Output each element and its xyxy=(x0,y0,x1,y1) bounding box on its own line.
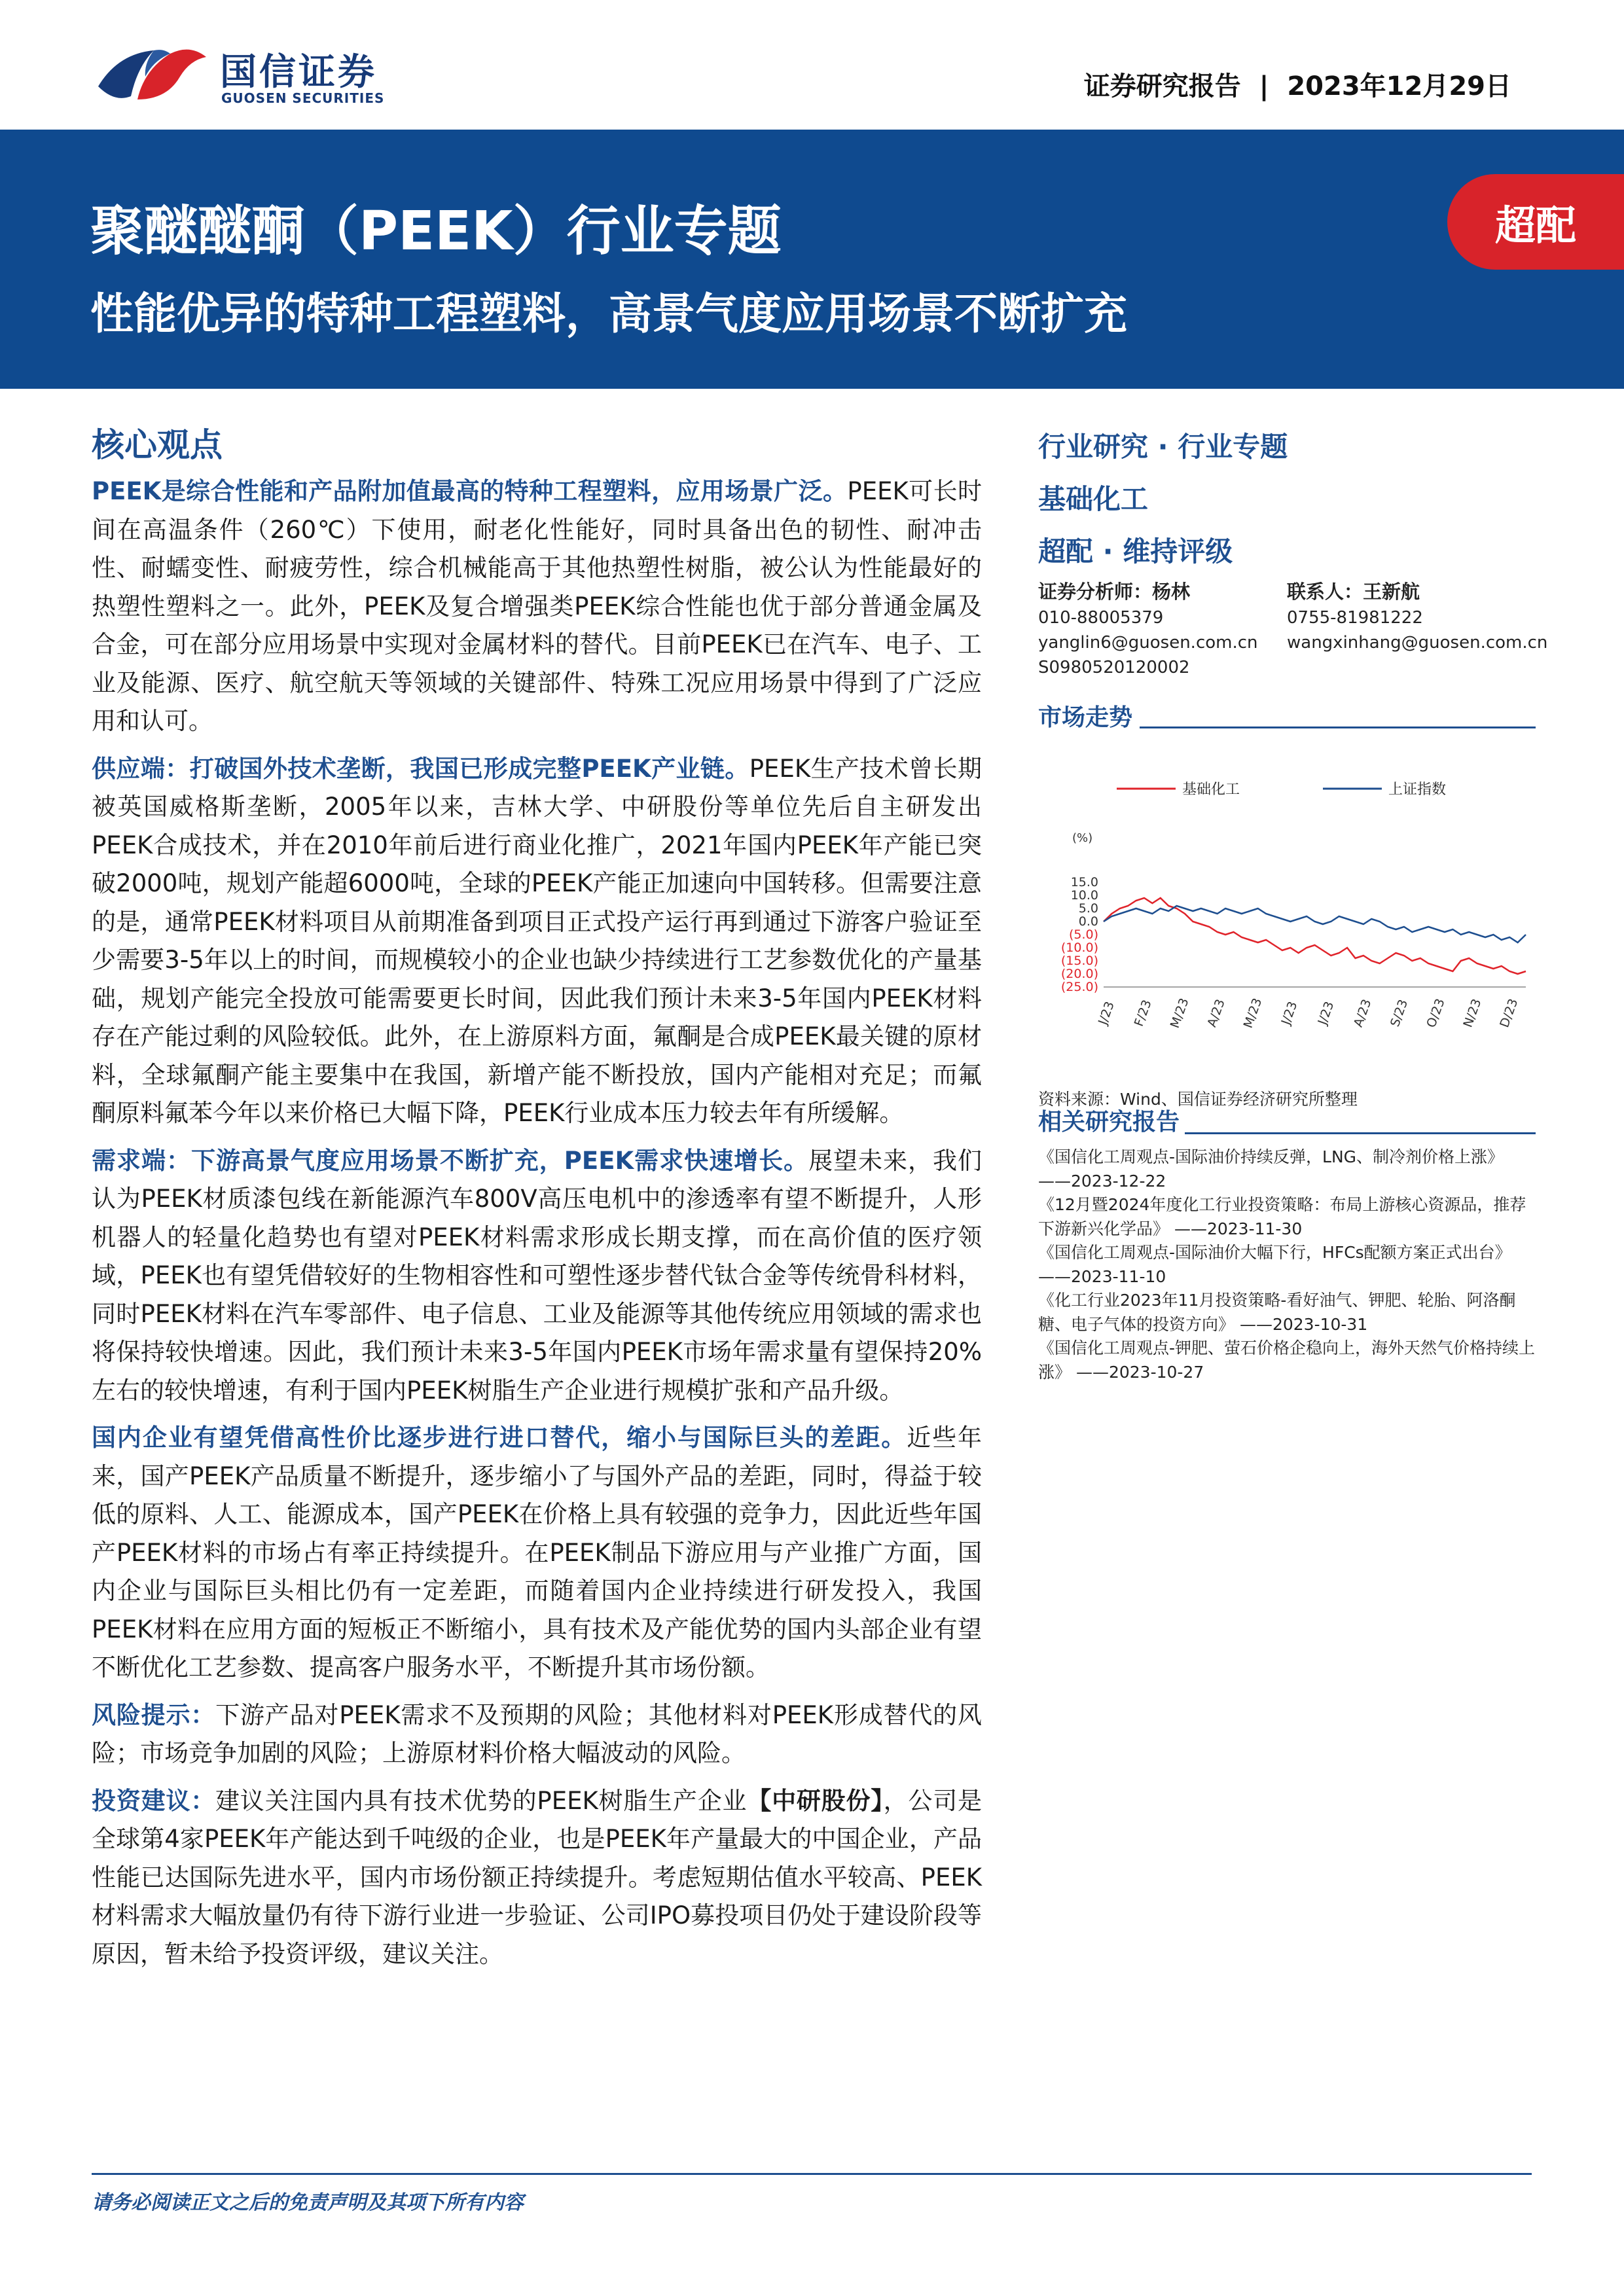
logo-text-cn: 国信证券 xyxy=(220,51,377,94)
report-subtitle: 性能优异的特种工程塑料，高景气度应用场景不断扩充 xyxy=(90,289,1127,339)
related-reports-list xyxy=(1038,1145,1536,1384)
paragraph-lead: 投资建议： xyxy=(92,1786,215,1815)
paragraph-overview xyxy=(92,473,982,741)
analyst-cert: S0980520120002 xyxy=(1038,658,1190,677)
related-report-item[interactable]: 《化工行业2023年11月投资策略-看好油气、钾肥、轮胎、阿洛酮糖、电子气体的投资方向》 ——2023-10-31 xyxy=(1038,1291,1516,1334)
y-axis-unit: (%) xyxy=(1072,831,1093,845)
related-report-item[interactable]: 《国信化工周观点-国际油价大幅下行，HFCs配额方案正式出台》 ——2023-11-10 xyxy=(1038,1243,1511,1286)
x-tick-label: S/23 xyxy=(1388,997,1411,1029)
company-name: 【中研股份】 xyxy=(747,1786,884,1815)
contact-email[interactable]: wangxinhang@guosen.com.cn xyxy=(1287,633,1548,653)
logo-text-en: GUOSEN SECURITIES xyxy=(221,90,385,106)
guosen-logo-icon xyxy=(92,41,209,113)
y-tick-label: 10.0 xyxy=(1070,888,1098,903)
paragraph-body: ，公司是全球第4家PEEK年产能达到千吨级的企业，也是PEEK年产量最大的中国企业，产品性能已达国际先进水平，国内市场份额正持续提升。考虑短期估值水平较高、PEEK材料需求大幅放量仍有待下游行业进一步验证、公司IPO募投项目仍处于建设阶段等原因，暂未给予投资评级，建议关注。 xyxy=(92,1786,983,1968)
paragraph-domestic xyxy=(92,1419,982,1687)
paragraph-lead: 需求端：下游高景气度应用场景不断扩充，PEEK需求快速增长。 xyxy=(92,1146,809,1175)
title-banner xyxy=(0,130,1624,389)
legend-label: 基础化工 xyxy=(1182,781,1240,798)
chart-source: 资料来源：Wind、国信证券经济研究所整理 xyxy=(1038,1090,1358,1109)
x-tick-label: M/23 xyxy=(1240,996,1265,1030)
paragraph-body: PEEK可长时间在高温条件（260℃）下使用，耐老化性能好，同时具备出色的韧性、耐冲击性、耐蠕变性、耐疲劳性，综合机械能高于其他热塑性树脂，被公认为性能最好的热塑性塑料之一。此外，PEEK及复合增强类PEEK综合性能也优于部分普通金属及合金，可在部分应用场景中实现对金属材料的替代。目前PEEK已在汽车、电子、工业及能源、医疗、航空航天等领域的关键部件、特殊工况应用场景中得到了广泛应用和认可。 xyxy=(92,477,982,735)
paragraph-supply xyxy=(92,750,982,1133)
analyst-email[interactable]: yanglin6@guosen.com.cn xyxy=(1038,633,1258,653)
rating-line: 超配 · 维持评级 xyxy=(1038,535,1233,567)
market-trend-chart xyxy=(1038,766,1536,1093)
y-tick-label: 0.0 xyxy=(1078,914,1098,929)
related-reports-heading: 相关研究报告 xyxy=(1038,1109,1180,1136)
sector-name: 基础化工 xyxy=(1038,483,1149,515)
report-title: 聚醚醚酮（PEEK）行业专题 xyxy=(90,200,782,262)
paragraph-body: 展望未来，我们认为PEEK材质漆包线在新能源汽车800V高压电机中的渗透率有望不断提升，人形机器人的轻量化趋势也有望对PEEK材料需求形成长期支撑，而在高价值的医疗领域，PEEK也有望凭借较好的生物相容性和可塑性逐步替代钛合金等传统骨科材料，同时PEEK材料在汽车零部件、电子信息、工业及能源等其他传统应用领域的需求也将保持较快增速。因此，我们预计未来3-5年国内PEEK市场年需求量有望保持20%左右的较快增速，有利于国内PEEK树脂生产企业进行规模扩张和产品升级。 xyxy=(92,1146,982,1405)
header-separator: | xyxy=(1259,71,1269,101)
paragraph-demand xyxy=(92,1142,982,1410)
x-tick-label: F/23 xyxy=(1131,997,1155,1029)
y-tick-label: (10.0) xyxy=(1060,941,1098,955)
core-view-body xyxy=(92,473,982,1982)
y-tick-label: (15.0) xyxy=(1060,954,1098,968)
x-tick-label: A/23 xyxy=(1204,997,1228,1030)
core-view-heading: 核心观点 xyxy=(92,426,223,464)
y-tick-label: (5.0) xyxy=(1068,927,1098,942)
analyst-title: 证券分析师：杨林 xyxy=(1038,581,1191,603)
contact-phone: 0755-81981222 xyxy=(1287,608,1423,628)
x-tick-label: A/23 xyxy=(1350,997,1375,1030)
market-trend-heading: 市场走势 xyxy=(1038,704,1133,731)
contact-info xyxy=(1287,579,1548,655)
rating-badge: 超配 xyxy=(1447,174,1624,270)
paragraph-body: 建议关注国内具有技术优势的PEEK树脂生产企业 xyxy=(215,1786,748,1815)
report-header-info xyxy=(1075,65,1521,103)
series-line xyxy=(1104,906,1526,942)
x-tick-label: O/23 xyxy=(1424,996,1448,1030)
paragraph-lead: 国内企业有望凭借高性价比逐步进行进口替代，缩小与国际巨头的差距。 xyxy=(92,1424,907,1452)
legend-label: 上证指数 xyxy=(1388,781,1447,798)
paragraph-body: PEEK生产技术曾长期被英国威格斯垄断，2005年以来，吉林大学、中研股份等单位先后自主研发出PEEK合成技术，并在2010年前后进行商业化推广，2021年国内PEEK年产能已突破2000吨，规划产能超6000吨，全球的PEEK产能正加速向中国转移。但需要注意的是，通常PEEK材料项目从前期准备到项目正式投产运行再到通过下游客户验证至少需要3-5年以上的时间，而规模较小的企业也缺少持续进行工艺参数优化的产量基础，规划产能完全投放可能需要更长时间，因此我们预计未来3-5年国内PEEK材料存在产能过剩的风险较低。此外，在上游原料方面，氟酮是合成PEEK最关键的原材料，全球氟酮产能主要集中在我国，新增产能不断投放，国内产能相对充足；而氟酮原料氟苯今年以来价格已大幅下降，PEEK行业成本压力较去年有所缓解。 xyxy=(92,754,982,1127)
y-tick-label: (20.0) xyxy=(1060,967,1098,981)
paragraph-lead: PEEK是综合性能和产品附加值最高的特种工程塑料，应用场景广泛。 xyxy=(92,477,848,505)
x-tick-label: N/23 xyxy=(1460,997,1485,1030)
footer-rule xyxy=(92,2173,1532,2175)
analyst-info xyxy=(1038,579,1287,680)
paragraph-lead: 风险提示： xyxy=(92,1700,216,1729)
y-tick-label: 5.0 xyxy=(1078,901,1098,916)
y-tick-label: (25.0) xyxy=(1060,980,1098,994)
x-tick-label: D/23 xyxy=(1497,996,1521,1030)
related-report-item[interactable]: 《12月暨2024年度化工行业投资策略：布局上游核心资源品，推荐下游新兴化学品》 ——2023-11-30 xyxy=(1038,1195,1526,1238)
x-tick-label: J/23 xyxy=(1278,999,1301,1027)
paragraph-risk xyxy=(92,1696,982,1773)
related-reports-rule xyxy=(1185,1132,1536,1134)
x-tick-label: J/23 xyxy=(1315,999,1337,1027)
paragraph-lead: 供应端：打破国外技术垄断，我国已形成完整PEEK产业链。 xyxy=(92,754,749,783)
analyst-phone: 010-88005379 xyxy=(1038,608,1164,628)
market-trend-rule xyxy=(1140,726,1536,728)
x-tick-label: M/23 xyxy=(1167,996,1192,1030)
report-date: 2023年12月29日 xyxy=(1287,71,1511,101)
contact-title: 联系人：王新航 xyxy=(1287,581,1420,603)
paragraph-body: 下游产品对PEEK需求不及预期的风险；其他材料对PEEK形成替代的风险；市场竞争加剧的风险；上游原材料价格大幅波动的风险。 xyxy=(92,1700,982,1767)
y-tick-label: 15.0 xyxy=(1070,875,1098,889)
related-report-item[interactable]: 《国信化工周观点-国际油价持续反弹，LNG、制冷剂价格上涨》 ——2023-12-22 xyxy=(1038,1147,1504,1191)
paragraph-body: 近些年来，国产PEEK产品质量不断提升，逐步缩小了与国外产品的差距，同时，得益于较低的原料、人工、能源成本，国产PEEK在价格上具有较强的竞争力，因此近些年国产PEEK材料的市场占有率正持续提升。在PEEK制品下游应用与产业推广方面，国内企业与国际巨头相比仍有一定差距，而随着国内企业持续进行研发投入，我国PEEK材料在应用方面的短板正不断缩小，具有技术及产能优势的国内头部企业有望不断优化工艺参数、提高客户服务水平，不断提升其市场份额。 xyxy=(92,1424,983,1681)
report-type: 证券研究报告 xyxy=(1083,71,1241,101)
x-tick-label: J/23 xyxy=(1095,999,1117,1027)
related-report-item[interactable]: 《国信化工周观点-钾肥、萤石价格企稳向上，海外天然气价格持续上涨》 ——2023-10-27 xyxy=(1038,1338,1536,1382)
paragraph-invest xyxy=(92,1782,982,1974)
footer-disclaimer: 请务必阅读正文之后的免责声明及其项下所有内容 xyxy=(92,2191,524,2214)
report-category: 行业研究 · 行业专题 xyxy=(1038,431,1288,463)
series-line xyxy=(1104,898,1526,974)
